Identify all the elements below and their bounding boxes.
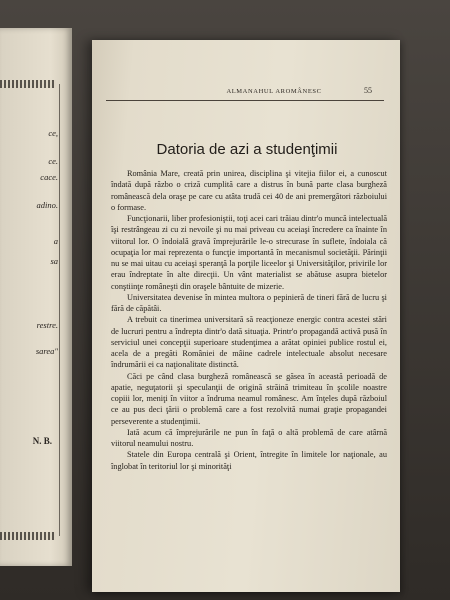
left-text-fragment: ce. — [48, 156, 58, 166]
left-page — [0, 28, 72, 566]
signature-initials: N. B. — [32, 436, 52, 446]
left-text-fragment: restre. — [36, 320, 58, 330]
left-text-fragment: adino. — [36, 200, 58, 210]
left-text-fragment: sarea" — [35, 346, 58, 356]
paragraph: România Mare, creată prin unirea, disciplina şi vitejia fiilor ei, a cunoscut îndată după războ o criză cumplită care a distrus în bună parte clasa burgheză românească dela oraşe pe care cu atâta trudă cei 40 de ani premergători războiului o formase. — [111, 169, 387, 212]
article-body — [111, 168, 387, 472]
paragraph: Iată acum că împrejurările ne pun în faţă o altă problemă de care atârnă viitorul neamului nostru. — [111, 427, 387, 448]
paragraph: Funcţionarii, liber profesioniştii, toţi acei cari trăiau dintr'o muncă intelectuală îşi restrângeau zi cu zi nevoile şi nu mai priveau cu aceiaşi încredere ca înainte în viitorul lor. O îndoială gravă împrejurările le-o strecurase în suflete, îndoiala că ocupaţia lor mai reprezenta o funcţie importantă în mecanismul societăţii. Părinţii nu se mai uitau cu aceiaşi speranţă la porţile liceelor şi Universităţilor, privirile lor erau îndreptate în alte direcţii. Un vânt materialist se abătuse asupra bietelor conştiinţe româneşti din oraşele bântuite de mizerie. — [111, 214, 387, 291]
left-text-fragment: cace. — [40, 172, 58, 182]
paragraph: Universitatea devenise în mintea multora o pepinieră de tineri fără de lucru şi fără de căpătâi. — [111, 292, 387, 313]
left-text-fragment: a — [53, 236, 58, 246]
article-title: Datoria de azi a studenţimii — [156, 141, 338, 158]
left-text-fragment: sa — [50, 256, 58, 266]
ornamental-border-bottom — [0, 532, 56, 540]
running-head: ALMANAHUL AROMÂNESC — [226, 88, 322, 95]
left-text-fragment: ce, — [48, 128, 58, 138]
paragraph: Căci pe când clasa burgheză românească se găsea în această perioadă de apatie, neguţatorii şi speculanţii de origină străină trimiteau în şcolile noastre copiii lor, meniţi în viitor a îndruma neamul românesc. Am înţeles după războiul ce au pus deci ţării o problemă care a fost rezolvită numai graţie propagandei perseverente a studenţimii. — [111, 371, 387, 426]
paragraph: A trebuit ca tinerimea universitară să reacţioneze energic contra acestei stări de lucruri pentru a îndrepta dintr'o dată situaţia. Printr'o propagandă activă pusă în serviciul unei concepţii superioare studenţimea a arătat opiniei publice rostul ei, acela de a pregăti României de mâine cadrele intelectuale absolut necesare îndrumării ei ca naţionalitate distinctă. — [111, 315, 387, 370]
page-number: 55 — [364, 86, 372, 95]
ornamental-border-top — [0, 80, 56, 88]
paragraph: Statele din Europa centrală şi Orient, întregite în limitele lor naţionale, au înglobat în teritoriul lor şi minorităţi — [111, 450, 387, 471]
right-page — [92, 40, 400, 592]
column-rule — [59, 84, 60, 536]
header-rule — [106, 100, 384, 101]
